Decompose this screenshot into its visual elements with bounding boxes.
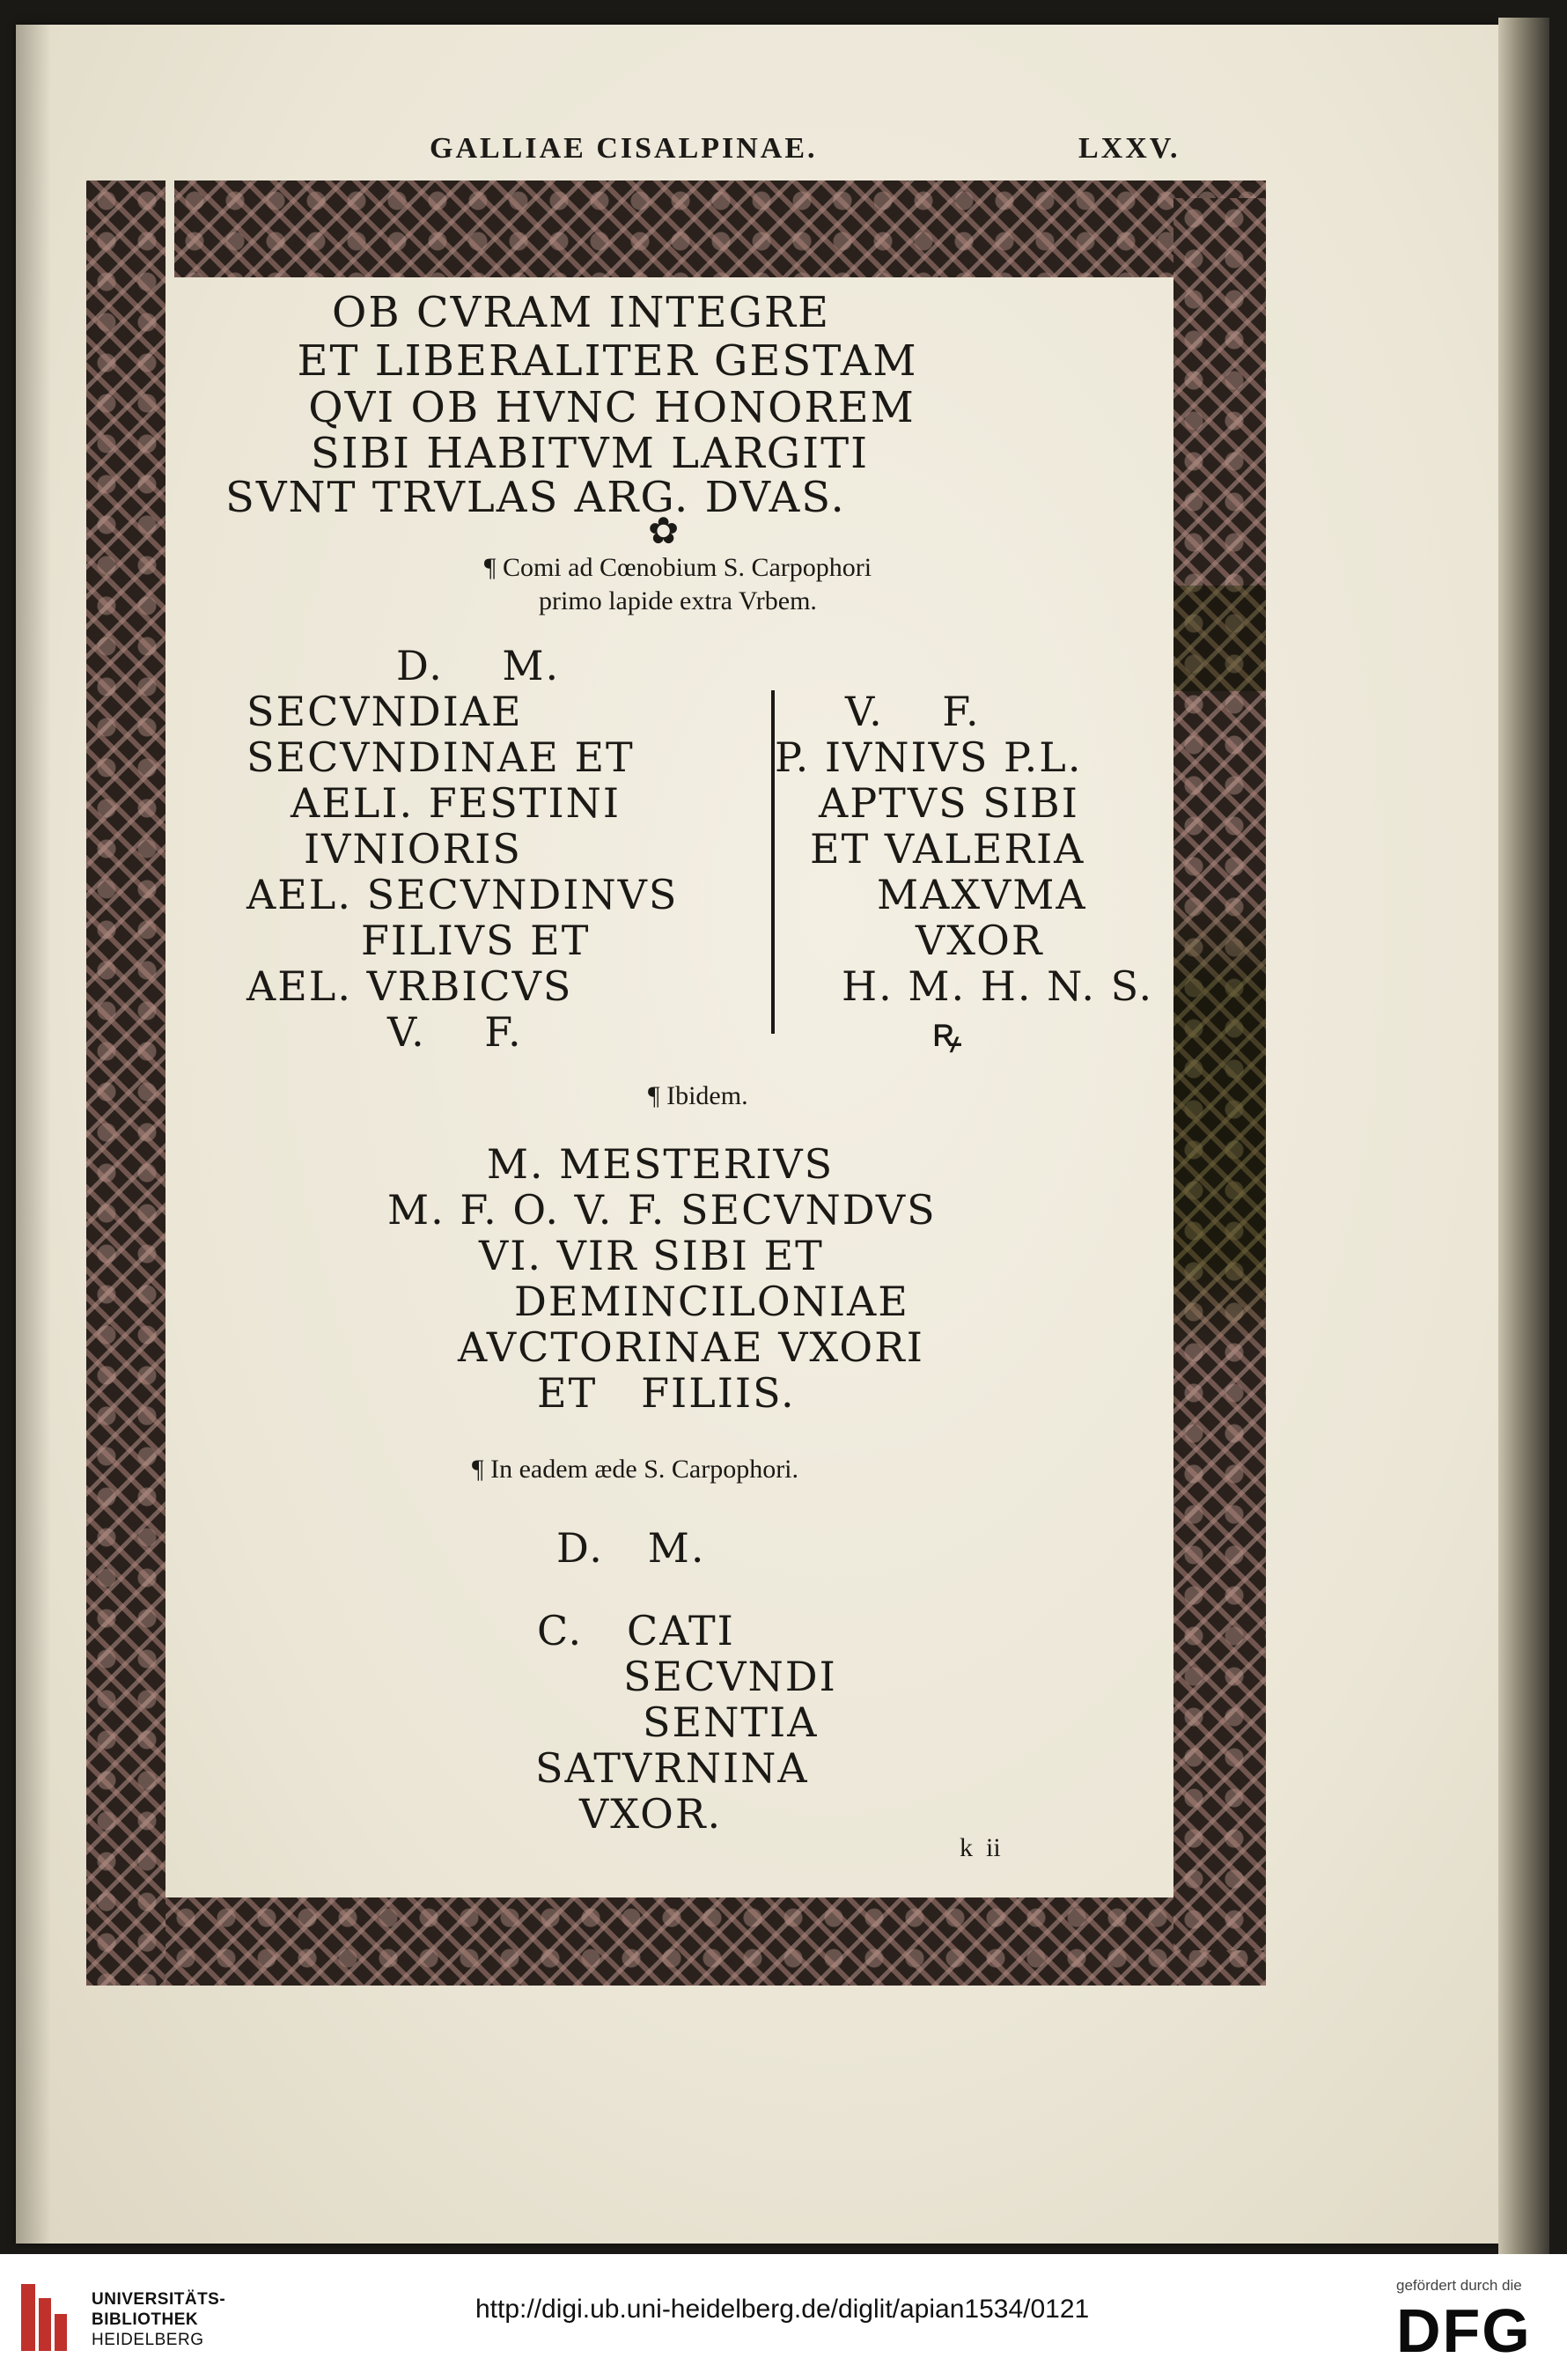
rubric-comi: ¶ Comi ad Cœnobium S. Carpophori [483, 553, 872, 582]
insc2-right-line6: VXOR [916, 917, 1044, 964]
insc2-right-line8: ꝶ [931, 1008, 964, 1056]
running-title: GALLIAE CISALPINAE. [430, 132, 818, 165]
insc2-right-line3: APTVS SIBI [819, 779, 1079, 827]
rubric-ibidem: ¶ Ibidem. [648, 1081, 748, 1110]
library-line2: BIBLIOTHEK [92, 2310, 199, 2329]
ub-heidelberg-logo-icon[interactable] [18, 2279, 72, 2356]
insc4-line1: D. M. [556, 1524, 706, 1572]
insc2-left-line4: AELI. FESTINI [291, 779, 622, 827]
insc2-left-line5: IVNIORIS [304, 825, 522, 873]
library-line1: UNIVERSITÄTS- [92, 2290, 226, 2309]
inscription1-line2: ET LIBERALITER GESTAM [297, 336, 918, 386]
fleuron-ornament: ✿ [648, 512, 680, 552]
folio-number: LXXV. [1078, 132, 1181, 165]
insc2-right-line1: V. F. [845, 688, 981, 735]
insc4-line2: C. CATI [537, 1607, 735, 1654]
inscription1-line4: SIBI HABITVM LARGITI [310, 429, 870, 478]
insc3-line3: VI. VIR SIBI ET [479, 1232, 824, 1279]
insc2-left-line1: D. M. [396, 642, 561, 689]
insc3-line2: M. F. O. V. F. SECVNDVS [387, 1186, 937, 1234]
insc2-right-line7: H. M. H. N. S. [842, 962, 1154, 1010]
insc4-line3: SECVNDI [623, 1653, 837, 1700]
insc2-left-line7: FILIVS ET [361, 917, 591, 964]
permalink-url[interactable]: http://digi.ub.uni-heidelberg.de/diglit/apian1534/0121 [475, 2295, 1090, 2324]
insc4-line4: SENTIA [643, 1698, 819, 1746]
insc3-line5: AVCTORINAE VXORI [458, 1323, 924, 1371]
inscription1-line5: SVNT TRVLAS ARG. DVAS. [225, 473, 846, 522]
rubric-in-eadem: ¶ In eadem æde S. Carpophori. [472, 1455, 799, 1484]
insc2-left-line3: SECVNDINAE ET [246, 733, 635, 781]
inscription1-line1: OB CVRAM INTEGRE [331, 288, 831, 337]
insc4-line6: VXOR. [579, 1790, 723, 1838]
insc3-line6: ET FILIIS. [537, 1369, 796, 1417]
dfg-logo[interactable]: DFG [1396, 2296, 1532, 2365]
insc2-left-line6: AEL. SECVNDINVS [246, 871, 679, 918]
library-line3: HEIDELBERG [92, 2331, 204, 2349]
gutter-shadow [16, 25, 51, 2244]
insc2-left-line9: V. F. [387, 1008, 523, 1056]
insc2-right-line4: ET VALERIA [810, 825, 1085, 873]
hand-coloring-green [1173, 894, 1266, 1352]
frame-bottom-border [166, 1897, 1266, 1986]
inscription1-line3: QVI OB HVNC HONOREM [308, 383, 916, 432]
page-edges [1498, 18, 1549, 2254]
insc3-line1: M. MESTERIVS [486, 1140, 835, 1188]
insc2-right-line2: P. IVNIVS P.L. [775, 733, 1083, 781]
funded-by-label: gefördert durch die [1396, 2277, 1522, 2294]
frame-left-border [86, 181, 166, 1986]
library-name[interactable] [92, 2289, 225, 2350]
rubric-comi-line2: primo lapide extra Vrbem. [539, 586, 817, 615]
hand-coloring-flower [1173, 586, 1266, 691]
insc3-line4: DEMINCILONIAE [514, 1278, 909, 1325]
insc2-left-line8: AEL. VRBICVS [246, 962, 573, 1010]
insc2-left-line2: SECVNDIAE [246, 688, 523, 735]
insc2-right-line5: MAXVMA [877, 871, 1087, 918]
insc4-line5: SATVRNINA [535, 1744, 809, 1792]
frame-top-border [174, 181, 1266, 277]
signature-mark: k ii [960, 1833, 1001, 1862]
